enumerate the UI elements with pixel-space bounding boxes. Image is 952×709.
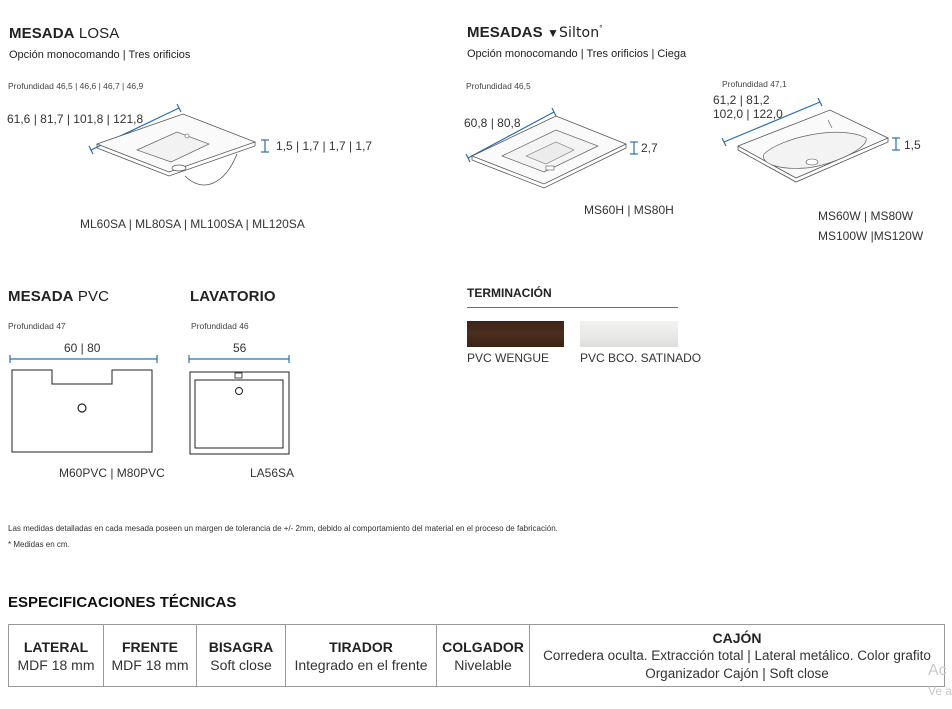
silton-w-depth: Profundidad 47,1 xyxy=(722,79,787,89)
silton-h-height: 2,7 xyxy=(641,141,658,155)
silton-w-sink-drawing xyxy=(720,98,900,194)
pvc-title-bold: MESADA xyxy=(8,288,74,305)
spec-value: MDF 18 mm xyxy=(17,656,95,673)
silton-w-models-2: MS100W |MS120W xyxy=(818,229,924,243)
activation-watermark-1: Ac xyxy=(928,662,947,679)
losa-sink-drawing xyxy=(85,104,275,194)
spec-col-bisagra xyxy=(197,625,286,687)
spec-col-tirador xyxy=(286,625,437,687)
swatch-wengue-label: PVC WENGUE xyxy=(467,351,550,365)
lavatorio-title-bold: LAVATORIO xyxy=(190,288,276,305)
spec-value: MDF 18 mm xyxy=(111,656,189,673)
swatch-wengue xyxy=(467,321,564,347)
pvc-depth: Profundidad 47 xyxy=(8,321,66,331)
silton-title-bold: MESADAS xyxy=(467,24,543,41)
losa-title-light: LOSA xyxy=(74,25,120,42)
spec-col-colgador xyxy=(437,625,530,687)
pvc-width: 60 | 80 xyxy=(64,341,101,355)
silton-h-sink-drawing xyxy=(462,98,642,194)
terminacion-title: TERMINACIÓN xyxy=(467,286,552,300)
lavatorio-width: 56 xyxy=(233,341,247,355)
spec-value: Corredera oculta. Extracción total | Lateral metálico. Color grafito xyxy=(543,647,931,663)
lavatorio-depth: Profundidad 46 xyxy=(191,321,249,331)
tolerance-note: Las medidas detalladas en cada mesada poseen un margen de tolerancia de +/- 2mm, debido al comportamiento del material en el proceso de fabricación. xyxy=(8,524,558,533)
spec-header: CAJÓN xyxy=(712,629,762,646)
lavatorio-models: LA56SA xyxy=(250,466,295,480)
silton-h-models: MS60H | MS80H xyxy=(584,203,674,217)
silton-brand: Silton xyxy=(558,25,600,41)
spec-header: TIRADOR xyxy=(329,638,393,655)
silton-w-height: 1,5 xyxy=(904,138,921,152)
pvc-drawing xyxy=(8,354,160,456)
losa-title-bold: MESADA xyxy=(9,25,75,42)
terminacion-rule xyxy=(467,307,678,308)
losa-subtitle: Opción monocomando | Tres orificios xyxy=(9,49,191,61)
swatch-bco-satinado xyxy=(580,321,678,347)
spec-col-cajon xyxy=(530,625,945,687)
registered-icon: ° xyxy=(599,24,603,33)
lavatorio-title xyxy=(190,288,276,305)
losa-height: 1,5 | 1,7 | 1,7 | 1,7 xyxy=(276,139,373,153)
pvc-title-light: PVC xyxy=(73,288,110,305)
spec-header: COLGADOR xyxy=(442,638,524,655)
swatch-bco-satinado-label: PVC BCO. SATINADO xyxy=(580,351,702,365)
silton-title xyxy=(467,24,603,41)
activation-watermark-2: Ve a xyxy=(928,684,952,698)
spec-value: Organizador Cajón | Soft close xyxy=(645,665,829,681)
units-note: * Medidas en cm. xyxy=(8,540,70,549)
spec-value: Nivelable xyxy=(454,656,512,673)
specs-title: ESPECIFICACIONES TÉCNICAS xyxy=(8,594,237,611)
losa-depth: Profundidad 46,5 | 46,6 | 46,7 | 46,9 xyxy=(8,81,144,91)
specs-table xyxy=(8,624,945,687)
silton-h-width: 60,8 | 80,8 xyxy=(464,116,521,130)
silton-w-width-2: 102,0 | 122,0 xyxy=(713,107,783,121)
silton-w-models-1: MS60W | MS80W xyxy=(818,209,914,223)
spec-col-frente xyxy=(104,625,197,687)
losa-title xyxy=(9,25,119,42)
pvc-models: M60PVC | M80PVC xyxy=(59,466,165,480)
silton-subtitle: Opción monocomando | Tres orificios | Ciega xyxy=(467,48,687,60)
losa-width: 61,6 | 81,7 | 101,8 | 121,8 xyxy=(7,112,144,126)
spec-value: Integrado en el frente xyxy=(294,656,428,673)
spec-col-lateral xyxy=(9,625,104,687)
pvc-title xyxy=(8,288,109,305)
spec-header: LATERAL xyxy=(23,638,89,655)
losa-models: ML60SA | ML80SA | ML100SA | ML120SA xyxy=(80,217,305,231)
spec-header: BISAGRA xyxy=(208,638,274,655)
lavatorio-drawing xyxy=(187,354,293,458)
silton-logo-icon: ▼ xyxy=(547,26,559,40)
spec-header: FRENTE xyxy=(122,638,178,655)
spec-value: Soft close xyxy=(210,656,272,673)
silton-w-width-1: 61,2 | 81,2 xyxy=(713,93,770,107)
silton-h-depth: Profundidad 46,5 xyxy=(466,81,531,91)
